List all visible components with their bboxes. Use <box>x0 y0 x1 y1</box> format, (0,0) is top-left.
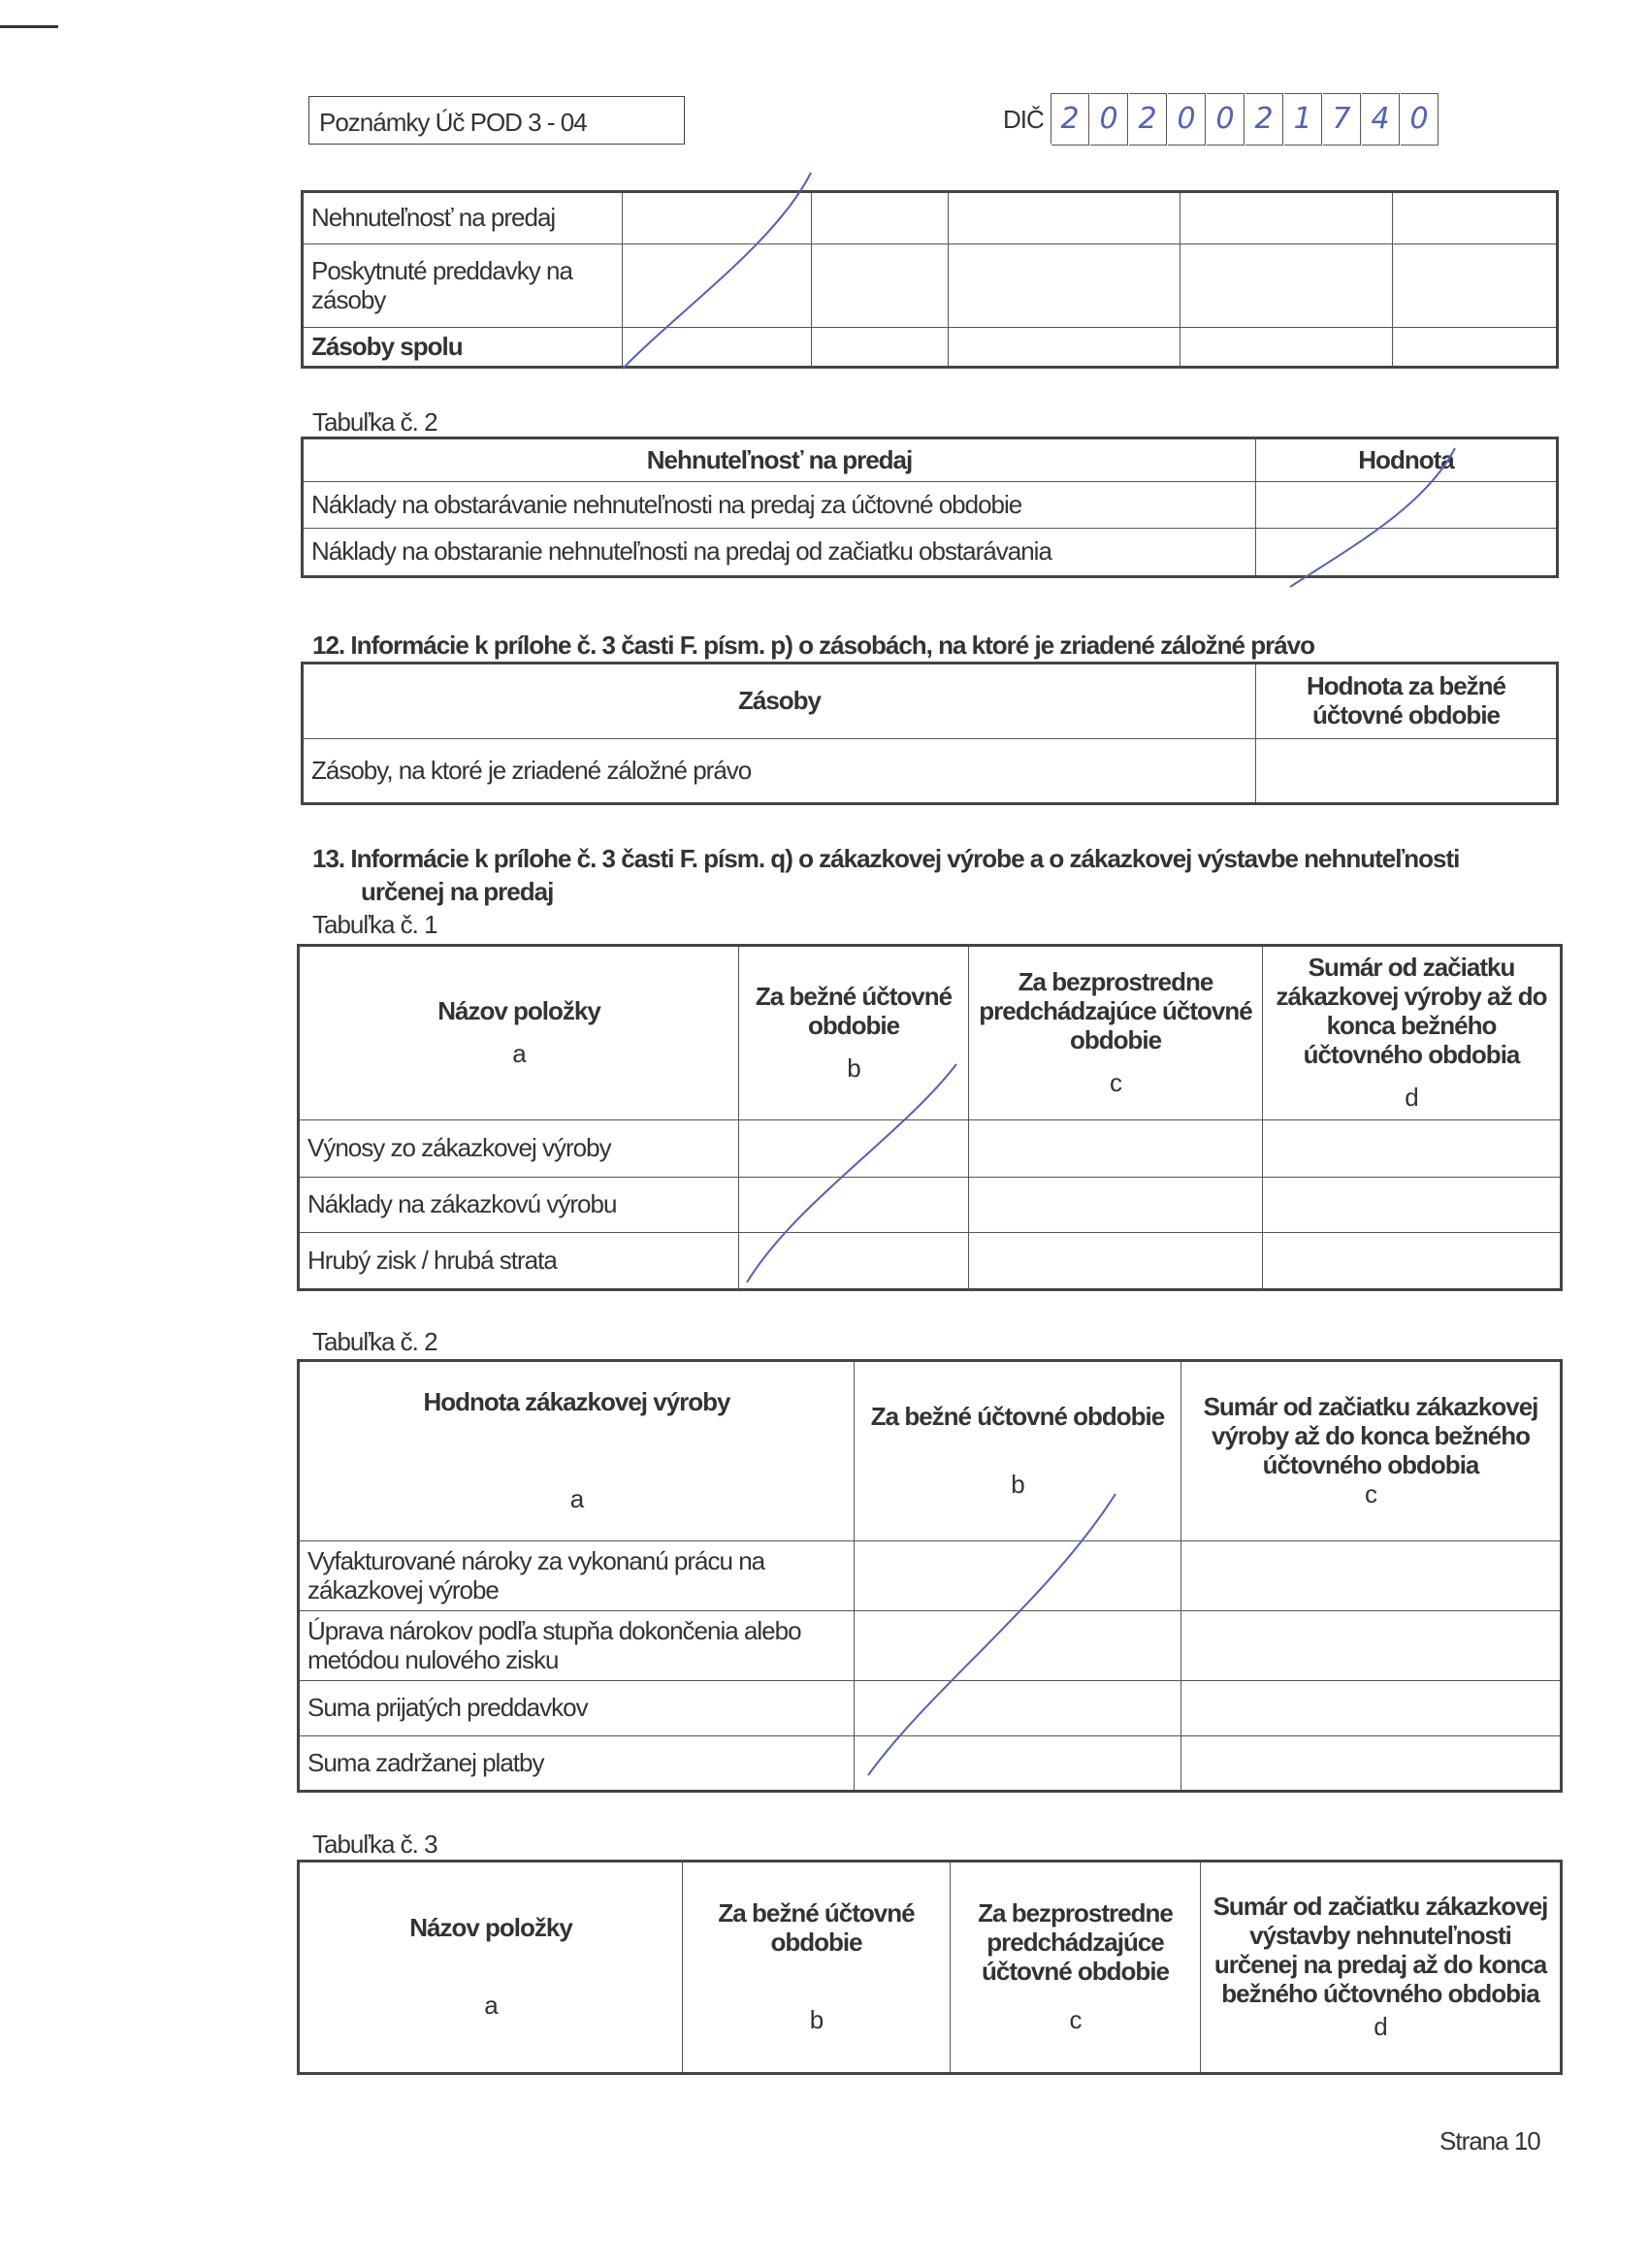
table-caption: Tabuľka č. 2 <box>312 1327 437 1356</box>
cell[interactable] <box>623 328 812 368</box>
cell[interactable] <box>969 1120 1263 1178</box>
dic-digit-box[interactable]: 0 <box>1168 93 1206 146</box>
row-label: Nehnuteľnosť na predaj <box>303 192 623 244</box>
contract-production-table-1 <box>297 944 1563 1291</box>
dic-digit-box[interactable]: 1 <box>1284 93 1322 146</box>
cell[interactable] <box>855 1541 1181 1611</box>
row-label-total: Zásoby spolu <box>303 328 623 368</box>
dic-digit-box[interactable]: 2 <box>1245 93 1283 146</box>
cell[interactable] <box>855 1736 1181 1792</box>
column-header: Nehnuteľnosť na predaj <box>303 438 1256 482</box>
row-label: Náklady na obstaranie nehnuteľnosti na predaj od začiatku obstarávania <box>303 529 1256 577</box>
row-label: Hrubý zisk / hrubá strata <box>299 1233 739 1290</box>
row-label: Náklady na zákazkovú výrobu <box>299 1178 739 1233</box>
contract-production-table-2 <box>297 1359 1563 1793</box>
row-label: Úprava nárokov podľa stupňa dokončenia alebo metódou nulového zisku <box>299 1611 855 1681</box>
cell[interactable] <box>1393 328 1558 368</box>
row-label: Výnosy zo zákazkovej výroby <box>299 1120 739 1178</box>
cell[interactable] <box>1263 1120 1562 1178</box>
inventory-table <box>301 190 1559 369</box>
cell[interactable] <box>1393 192 1558 244</box>
cell[interactable] <box>1180 192 1393 244</box>
cell[interactable] <box>855 1611 1181 1681</box>
column-header: Za bežné účtovné obdobie b <box>683 1862 951 2074</box>
dic-digit-box[interactable]: 0 <box>1207 93 1245 146</box>
section-12-heading: 12. Informácie k prílohe č. 3 časti F. písm. p) o zásobách, na ktoré je zriadené záložné právo <box>312 631 1315 660</box>
cell[interactable] <box>949 328 1180 368</box>
cell[interactable] <box>949 192 1180 244</box>
cell[interactable] <box>1181 1611 1562 1681</box>
cell[interactable] <box>1180 328 1393 368</box>
cell[interactable] <box>739 1178 969 1233</box>
column-header: Za bežné účtovné obdobie b <box>855 1361 1181 1541</box>
row-label: Vyfakturované nároky za vykonanú prácu na zákazkovej výrobe <box>299 1541 855 1611</box>
cell[interactable] <box>1263 1233 1562 1290</box>
cell[interactable] <box>949 244 1180 328</box>
dic-digit-box[interactable]: 2 <box>1051 93 1089 146</box>
cell[interactable] <box>739 1120 969 1178</box>
column-header: Názov položky a <box>299 1862 683 2074</box>
column-header: Za bezprostredne predchádzajúce účtovné obdobie c <box>969 946 1263 1120</box>
cell[interactable] <box>1181 1541 1562 1611</box>
dic-digit-box[interactable]: 0 <box>1090 93 1128 146</box>
cell[interactable] <box>969 1178 1263 1233</box>
column-header: Sumár od začiatku zákazkovej výstavby nehnuteľnosti určenej na predaj až do konca bežného účtovného obdobia d <box>1201 1862 1562 2074</box>
column-header: Za bezprostredne predchádzajúce účtovné obdobie c <box>951 1862 1201 2074</box>
value-cell[interactable] <box>1256 529 1558 577</box>
cell[interactable] <box>855 1681 1181 1736</box>
table-caption: Tabuľka č. 3 <box>312 1830 437 1859</box>
form-label: Poznámky Úč POD 3 - 04 <box>308 96 685 145</box>
row-label: Suma zadržanej platby <box>299 1736 855 1792</box>
row-label: Poskytnuté preddavky na zásoby <box>303 244 623 328</box>
cell[interactable] <box>812 244 949 328</box>
cell[interactable] <box>623 192 812 244</box>
column-header: Hodnota zákazkovej výroby a <box>299 1361 855 1541</box>
scan-mark <box>0 25 58 28</box>
cell[interactable] <box>1263 1178 1562 1233</box>
dic-label: DIČ <box>1003 105 1044 134</box>
row-label: Náklady na obstarávanie nehnuteľnosti na predaj za účtovné obdobie <box>303 482 1256 529</box>
column-header: Názov položky a <box>299 946 739 1120</box>
cell[interactable] <box>969 1233 1263 1290</box>
cell[interactable] <box>1181 1681 1562 1736</box>
real-estate-table <box>301 437 1559 578</box>
cell[interactable] <box>1181 1736 1562 1792</box>
contract-construction-table-3 <box>297 1860 1563 2075</box>
table-caption: Tabuľka č. 1 <box>312 910 437 939</box>
column-header: Zásoby <box>303 664 1256 739</box>
dic-digit-box[interactable]: 2 <box>1129 93 1167 146</box>
cell[interactable] <box>812 192 949 244</box>
page-number: Strana 10 <box>1439 2126 1540 2155</box>
pledged-inventory-table <box>301 662 1559 805</box>
column-header: Sumár od začiatku zákazkovej výroby až do konca bežného účtovného obdobia c <box>1181 1361 1562 1541</box>
value-cell[interactable] <box>1256 739 1558 804</box>
section-13-heading-cont: určenej na predaj <box>361 877 554 906</box>
value-cell[interactable] <box>1256 482 1558 529</box>
cell[interactable] <box>1180 244 1393 328</box>
cell[interactable] <box>812 328 949 368</box>
column-header: Sumár od začiatku zákazkovej výroby až do konca bežného účtovného obdobia d <box>1263 946 1562 1120</box>
column-header: Za bežné účtovné obdobie b <box>739 946 969 1120</box>
row-label: Suma prijatých preddavkov <box>299 1681 855 1736</box>
column-header: Hodnota <box>1256 438 1558 482</box>
cell[interactable] <box>739 1233 969 1290</box>
table-caption: Tabuľka č. 2 <box>312 407 437 437</box>
cell[interactable] <box>623 244 812 328</box>
column-header: Hodnota za bežné účtovné obdobie <box>1256 664 1558 739</box>
dic-digit-box[interactable]: 0 <box>1401 93 1439 146</box>
dic-digit-box[interactable]: 7 <box>1323 93 1361 146</box>
dic-digit-box[interactable]: 4 <box>1362 93 1400 146</box>
cell[interactable] <box>1393 244 1558 328</box>
row-label: Zásoby, na ktoré je zriadené záložné právo <box>303 739 1256 804</box>
section-13-heading: 13. Informácie k prílohe č. 3 časti F. písm. q) o zákazkovej výrobe a o zákazkovej výstavbe nehnuteľnosti <box>312 844 1460 873</box>
